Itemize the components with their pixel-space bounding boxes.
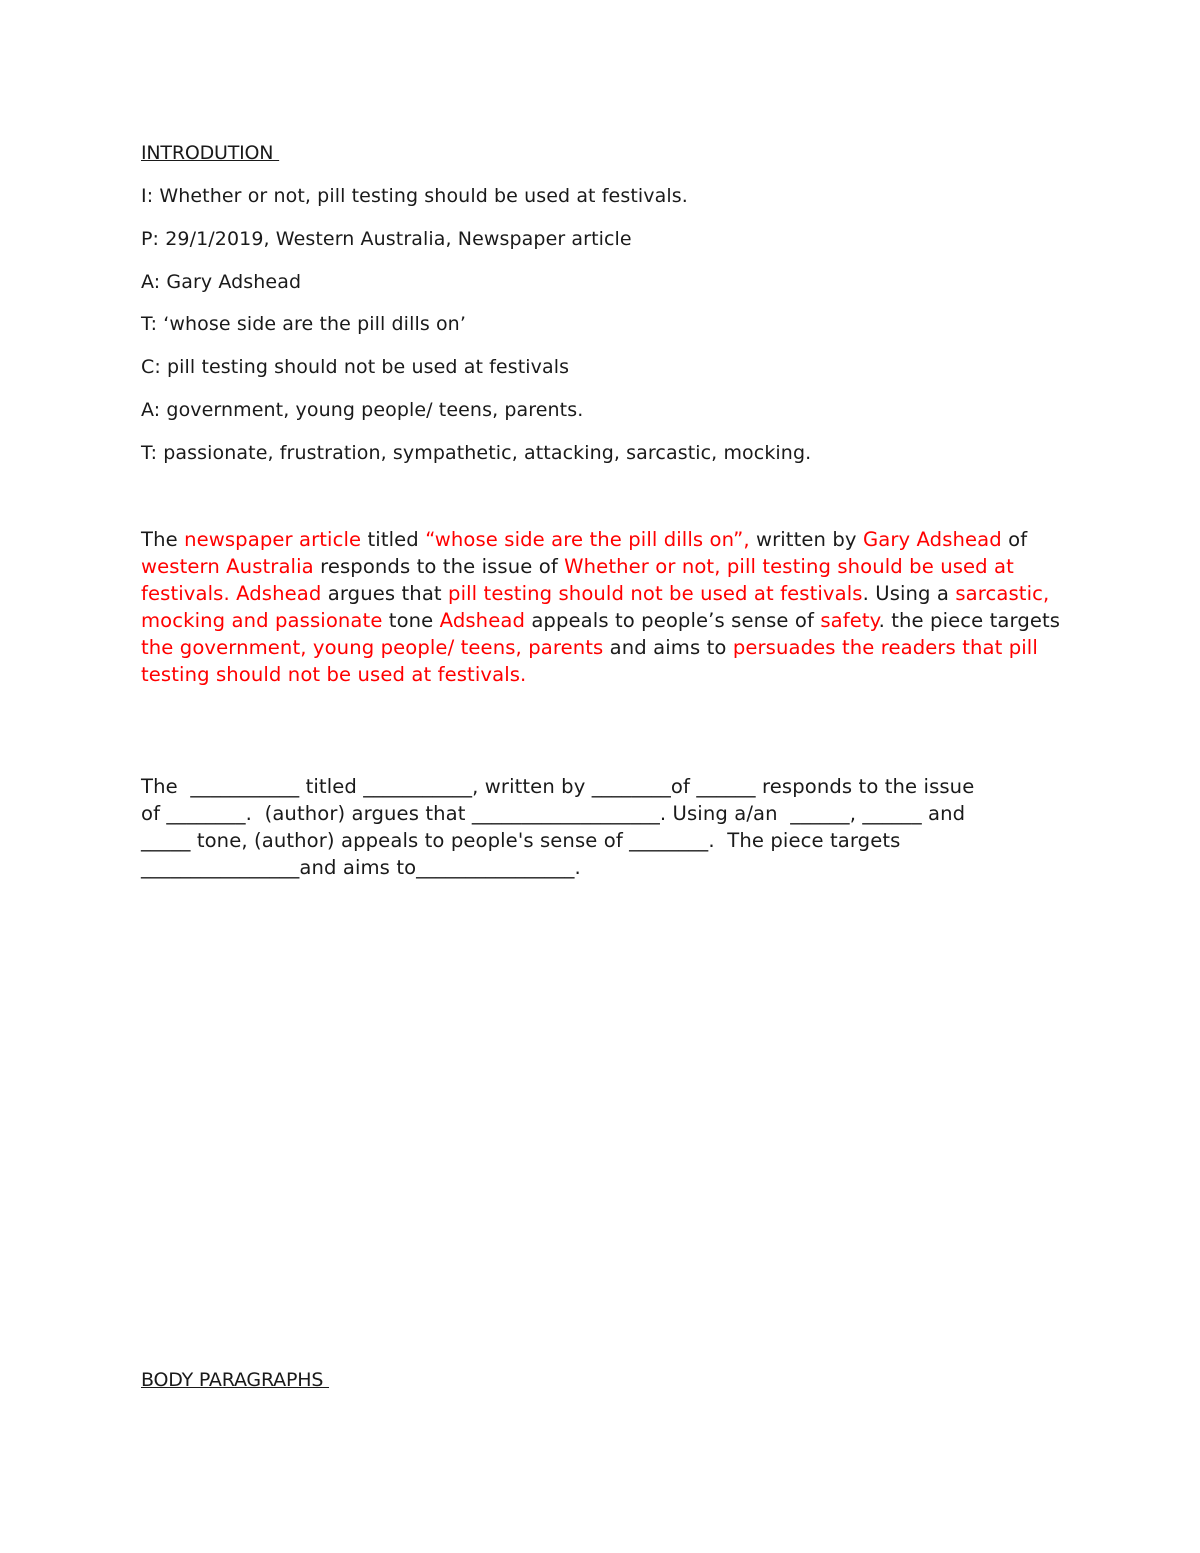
ipatcat-line-audience: A: government, young people/ teens, parents. <box>141 399 584 421</box>
highlighted-segment: the government, young people/ teens, parents <box>141 636 604 659</box>
text-segment: written by <box>749 528 863 551</box>
text-segment: tone <box>382 609 440 632</box>
highlighted-segment: pill testing should not be used at festivals <box>448 582 863 605</box>
ipatcat-line-tone: T: passionate, frustration, sympathetic, attacking, sarcastic, mocking. <box>141 442 812 464</box>
text-segment: appeals to people’s sense of <box>525 609 821 632</box>
template-line: ________________and aims to________________. <box>141 856 581 879</box>
text-segment: titled <box>361 528 426 551</box>
highlighted-segment: sarcastic, mocking and passionate <box>141 582 1050 632</box>
introduction-template-paragraph <box>141 773 1071 881</box>
highlighted-segment: safety <box>820 609 879 632</box>
ipatcat-line-publication: P: 29/1/2019, Western Australia, Newspaper article <box>141 228 632 250</box>
ipatcat-line-contention: C: pill testing should not be used at festivals <box>141 356 570 378</box>
highlighted-segment: Whether or not, pill testing should be used at festivals. Adshead <box>141 555 1014 605</box>
text-segment: The <box>141 528 185 551</box>
introduction-heading: INTRODUTION <box>141 142 280 164</box>
ipatcat-line-author: A: Gary Adshead <box>141 271 302 293</box>
ipatcat-line-title: T: ‘whose side are the pill dills on’ <box>141 313 466 335</box>
text-segment: and aims to <box>603 636 733 659</box>
highlighted-segment: “whose side are the pill dills on”, <box>425 528 750 551</box>
text-segment: of <box>1001 528 1028 551</box>
highlighted-segment: newspaper article <box>184 528 362 551</box>
highlighted-segment: western Australia <box>141 555 314 578</box>
example-introduction-paragraph <box>141 526 1071 688</box>
text-segment: responds to the issue of <box>313 555 565 578</box>
ipatcat-line-issue: I: Whether or not, pill testing should be used at festivals. <box>141 185 688 207</box>
template-line: The ___________ titled ___________, written by ________of ______ responds to the issue <box>141 775 975 798</box>
highlighted-segment: persuades the readers that pill testing should not be used at festivals. <box>141 636 1038 686</box>
template-line: of ________. (author) argues that ___________________. Using a/an ______, ______ and <box>141 802 966 825</box>
body-paragraphs-heading: BODY PARAGRAPHS <box>141 1369 330 1391</box>
text-segment: . the piece targets <box>878 609 1061 632</box>
highlighted-segment: Adshead <box>439 609 525 632</box>
text-segment: . Using a <box>862 582 956 605</box>
text-segment: argues that <box>321 582 449 605</box>
template-line: _____ tone, (author) appeals to people's sense of ________. The piece targets <box>141 829 901 852</box>
highlighted-segment: Gary Adshead <box>862 528 1002 551</box>
